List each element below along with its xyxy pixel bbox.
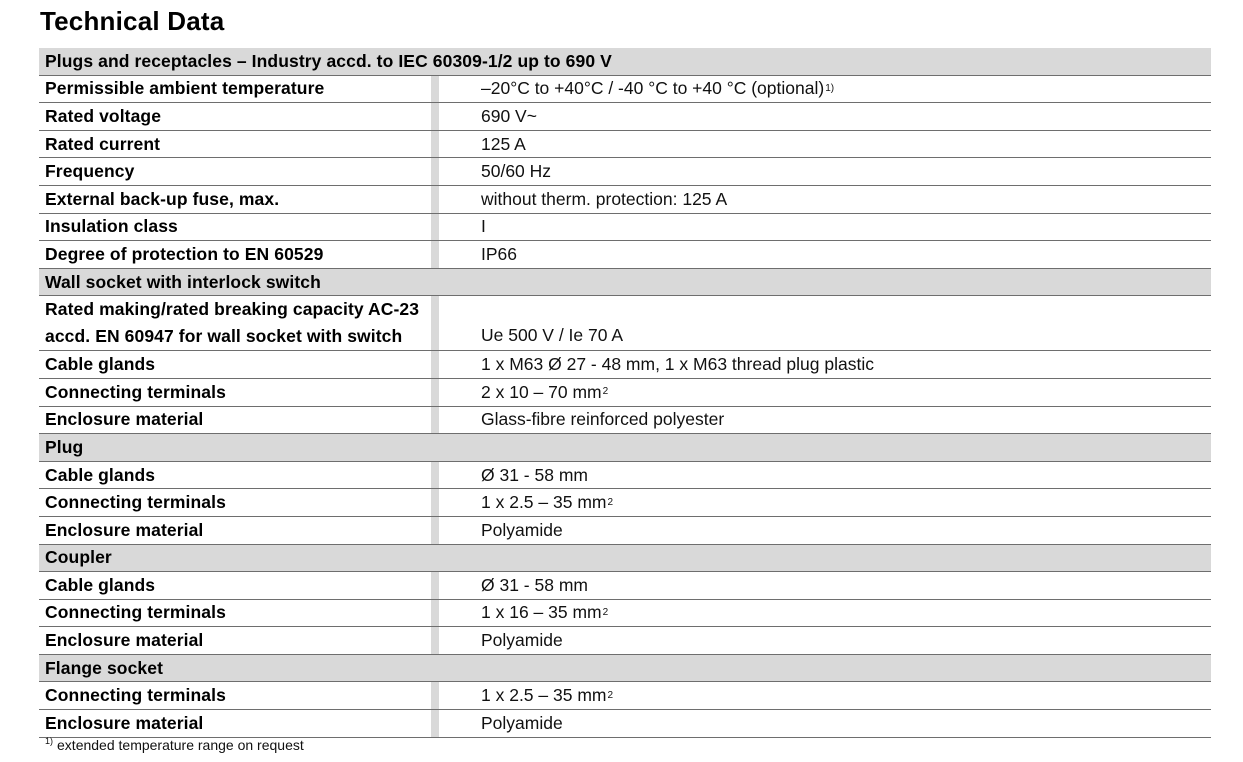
column-separator [431, 489, 439, 516]
section-header-flange-socket [39, 655, 1211, 683]
table-row [39, 627, 1211, 655]
row-label: Insulation class [45, 216, 178, 237]
column-separator [431, 296, 439, 350]
table-row [39, 379, 1211, 407]
row-label: External back-up fuse, max. [45, 188, 280, 209]
row-label: Connecting terminals [45, 602, 226, 623]
column-separator [431, 158, 439, 185]
row-value: 2 x 10 – 70 mm 2 [481, 381, 609, 402]
row-label: Degree of protection to EN 60529 [45, 243, 324, 264]
table-row [39, 103, 1211, 131]
section-title: Flange socket [45, 657, 164, 678]
table-row [39, 600, 1211, 628]
row-value: Ø 31 - 58 mm [481, 464, 588, 485]
row-label: Rated current [45, 133, 161, 154]
row-value: 1 x M63 Ø 27 - 48 mm, 1 x M63 thread plug plastic [481, 354, 874, 375]
row-value: Glass-fibre reinforced polyester [481, 409, 725, 430]
row-value: 1 x 2.5 – 35 mm 2 [481, 685, 614, 706]
section-title: Plugs and receptacles – Industry accd. to IEC 60309-1/2 up to 690 V [45, 50, 612, 71]
table-row [39, 462, 1211, 490]
column-separator [431, 131, 439, 158]
row-value: Ue 500 V / Ie 70 A [481, 325, 624, 346]
column-separator [431, 379, 439, 406]
row-label: Enclosure material [45, 519, 204, 540]
row-value: –20°C to +40°C / -40 °C to +40 °C (optional) 1) [481, 78, 835, 99]
table-row [39, 710, 1211, 738]
footnote [44, 737, 304, 753]
row-value: IP66 [481, 243, 517, 264]
column-separator [431, 76, 439, 103]
row-label [45, 296, 435, 350]
table-row [39, 241, 1211, 269]
column-separator [431, 351, 439, 378]
table-row [39, 76, 1211, 104]
row-value: 1 x 2.5 – 35 mm 2 [481, 492, 614, 513]
row-value: Polyamide [481, 712, 563, 733]
section-title: Plug [45, 436, 84, 457]
row-label: Cable glands [45, 354, 156, 375]
row-value: I [481, 216, 486, 237]
column-separator [431, 627, 439, 654]
row-label-line-1: Rated making/rated breaking capacity AC-23 [45, 299, 420, 320]
table-row [39, 296, 1211, 351]
row-label: Cable glands [45, 464, 156, 485]
row-value: 690 V~ [481, 105, 537, 126]
row-label: Frequency [45, 161, 135, 182]
technical-data-table [39, 48, 1211, 738]
section-title: Coupler [45, 547, 112, 568]
row-label-line-2: accd. EN 60947 for wall socket with switch [45, 326, 403, 347]
column-separator [431, 462, 439, 489]
row-label: Rated voltage [45, 105, 162, 126]
table-row [39, 407, 1211, 435]
table-row [39, 351, 1211, 379]
column-separator [431, 186, 439, 213]
section-header-coupler [39, 545, 1211, 573]
section-header-plug [39, 434, 1211, 462]
column-separator [431, 103, 439, 130]
column-separator [431, 710, 439, 737]
row-value: Polyamide [481, 630, 563, 651]
table-row [39, 489, 1211, 517]
table-row [39, 158, 1211, 186]
table-row [39, 517, 1211, 545]
row-label: Enclosure material [45, 630, 204, 651]
row-value: 50/60 Hz [481, 161, 552, 182]
row-label: Enclosure material [45, 712, 204, 733]
column-separator [431, 600, 439, 627]
section-header-plugs-receptacles [39, 48, 1211, 76]
column-separator [431, 241, 439, 268]
table-row [39, 572, 1211, 600]
row-label: Permissible ambient temperature [45, 78, 325, 99]
section-header-wall-socket [39, 269, 1211, 297]
row-label: Connecting terminals [45, 381, 226, 402]
row-value: without therm. protection: 125 A [481, 188, 728, 209]
column-separator [431, 682, 439, 709]
table-row [39, 214, 1211, 242]
table-row [39, 186, 1211, 214]
row-label: Cable glands [45, 574, 156, 595]
row-value: Ø 31 - 58 mm [481, 574, 588, 595]
table-row [39, 682, 1211, 710]
column-separator [431, 517, 439, 544]
footnote-text: extended temperature range on request [57, 737, 304, 753]
row-value: 125 A [481, 133, 526, 154]
section-title: Wall socket with interlock switch [45, 271, 321, 292]
column-separator [431, 214, 439, 241]
row-label: Enclosure material [45, 409, 204, 430]
row-value: Polyamide [481, 519, 563, 540]
row-value: 1 x 16 – 35 mm 2 [481, 602, 609, 623]
footnote-marker: 1) [45, 736, 54, 746]
table-row [39, 131, 1211, 159]
page-title: Technical Data [40, 6, 225, 36]
column-separator [431, 407, 439, 434]
column-separator [431, 572, 439, 599]
row-label: Connecting terminals [45, 492, 226, 513]
row-label: Connecting terminals [45, 685, 226, 706]
